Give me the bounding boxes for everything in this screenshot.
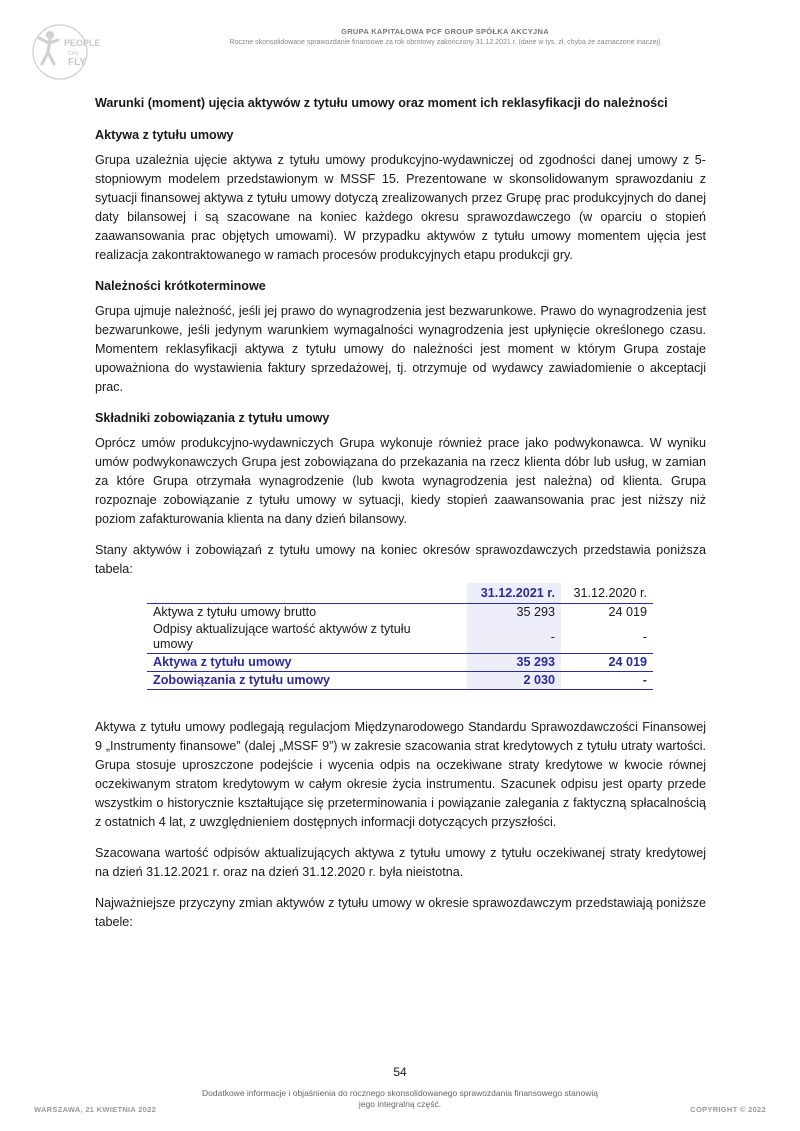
paragraph-impairment: Szacowana wartość odpisów aktualizujących aktywa z tytułu umowy z tytułu oczekiwanej straty kredytowej na dzień 31.12.2021 r. oraz na dzień 31.12.2020 r. była nieistotna. xyxy=(95,846,706,879)
table-cell-current: - xyxy=(467,621,561,654)
table-row-total xyxy=(147,672,653,690)
table-cell-previous: - xyxy=(561,672,653,690)
paragraph-table-intro: Stany aktywów i zobowiązań z tytułu umowy na koniec okresów sprawozdawczych przedstawia poniższa tabela: xyxy=(95,543,706,576)
logo-text-can: CAN xyxy=(68,51,79,57)
people-can-fly-logo-icon xyxy=(30,22,101,82)
footer-copyright: COPYRIGHT © 2022 xyxy=(690,1105,766,1114)
page-header xyxy=(110,27,780,46)
table-header-previous: 31.12.2020 r. xyxy=(561,583,653,604)
document-body xyxy=(95,94,706,944)
page-number: 54 xyxy=(393,1065,407,1079)
header-subtitle: Roczne skonsolidowane sprawozdanie finansowe za rok obrotowy zakończony 31.12.2021 r. (dane w tys. zł, chyba że zaznaczone inaczej) xyxy=(229,39,661,46)
table-row-label: Odpisy aktualizujące wartość aktywów z tytułu umowy xyxy=(153,622,411,651)
table-cell-previous: 24 019 xyxy=(608,605,647,619)
header-company: GRUPA KAPITAŁOWA PCF GROUP SPÓŁKA AKCYJNA xyxy=(341,27,549,36)
section-heading-contract-liabilities: Składniki zobowiązania z tytułu umowy xyxy=(95,411,330,425)
table-row-total xyxy=(147,654,653,672)
table-row-label: Zobowiązania z tytułu umowy xyxy=(147,672,467,690)
table-header-empty xyxy=(147,583,467,604)
paragraph-receivables: Grupa ujmuje należność, jeśli jej prawo do wynagrodzenia jest bezwarunkowe. Prawo do wynagrodzenia jest bezwarunkowe, jeśli jedynym warunkiem wymagalności wynagrodzenia jest upłynięcie określonego czasu. Momentem reklasyfikacji aktywa z tytułu umowy do należności jest moment w którym Grupa zostaje upoważniona do wystawienia faktury sprzedażowej, tj. otrzymuje od wydawcy zawiadomienie o akceptacji prac. xyxy=(95,304,706,394)
table-cell-previous: - xyxy=(642,629,647,644)
paragraph-contract-assets: Grupa uzależnia ujęcie aktywa z tytułu umowy produkcyjno-wydawniczej od zgodności danej umowy z 5-stopniowym modelem przedstawionym w MSSF 15. Prezentowane w skonsolidowanym sprawozdaniu z sytuacji finansowej aktywa z tytułu umowy dotyczą zrealizowanych przez Grupę prac produkcyjnych do danej daty bilansowej i są szacowane na koniec każdego okresu sprawozdawczego (w oparciu o stopień zaawansowania prac objętych umowami). W przypadku aktywów z tytułu umowy momentem ujęcia jest realizacja zakontraktowanego w ramach procesów produkcyjnych etapu produkcji gry. xyxy=(95,153,706,262)
main-heading: Warunki (moment) ujęcia aktywów z tytułu umowy oraz moment ich reklasyfikacji do należności xyxy=(95,96,668,110)
table-row-label: Aktywa z tytułu umowy xyxy=(147,654,467,672)
company-logo xyxy=(30,22,101,82)
paragraph-changes-intro: Najważniejsze przyczyny zmian aktywów z tytułu umowy w okresie sprawozdawczym przedstawiają poniższe tabele: xyxy=(95,896,706,929)
paragraph-contract-liabilities: Oprócz umów produkcyjno-wydawniczych Grupa wykonuje również prace jako podwykonawca. W wyniku umów podwykonawczych Grupa jest zobowiązana do przekazania na rzecz klienta dóbr lub usług, w zamian za które Grupa otrzymała wynagrodzenie (lub kwota wynagrodzenia jest należna) od klienta. Grupa rozpoznaje zobowiązanie z tytułu umowy w sytuacji, kiedy stopień zaawansowania prac jest niższy niż poziom zafakturowania klienta na dany dzień bilansowy. xyxy=(95,436,706,526)
contract-balances-table xyxy=(147,583,653,690)
table-cell-current: 2 030 xyxy=(467,672,561,690)
section-heading-receivables: Należności krótkoterminowe xyxy=(95,279,266,293)
section-heading-contract-assets: Aktywa z tytułu umowy xyxy=(95,128,234,142)
table-header-current: 31.12.2021 r. xyxy=(467,583,561,604)
table-cell-current: 35 293 xyxy=(467,604,561,622)
logo-text-fly: FLY xyxy=(68,57,86,68)
footer-note: Dodatkowe informacje i objaśnienia do rocznego skonsolidowanego sprawozdania finansowego stanowią jego integralną część. xyxy=(202,1088,598,1109)
table-header-row xyxy=(147,583,653,604)
logo-text-people: PEOPLE xyxy=(64,38,101,48)
table-cell-current: 35 293 xyxy=(467,654,561,672)
table-row xyxy=(147,604,653,622)
footer-place-date: WARSZAWA, 21 KWIETNIA 2022 xyxy=(34,1105,157,1114)
table-cell-previous: 24 019 xyxy=(561,654,653,672)
paragraph-ifrs9: Aktywa z tytułu umowy podlegają regulacjom Międzynarodowego Standardu Sprawozdawczości Finansowej 9 „Instrumenty finansowe” (dalej „MSSF 9”) w zakresie szacowania strat kredytowych z tytułu utraty wartości. Grupa stosuje uproszczone podejście i wycenia odpis na oczekiwane straty kredytowe w kwocie równej oczekiwanym stratom kredytowym w całym okresie życia instrumentu. Szacunek odpisu jest oparty przede wszystkim o historycznie kształtujące się przeterminowania i powiązanie zalegania z faktyczną spłacalnością z ostatnich 4 lat, z uwzględnieniem dostępnych informacji dotyczących przyszłości. xyxy=(95,720,706,829)
table-row xyxy=(147,621,653,654)
table-row-label: Aktywa z tytułu umowy brutto xyxy=(153,605,317,619)
